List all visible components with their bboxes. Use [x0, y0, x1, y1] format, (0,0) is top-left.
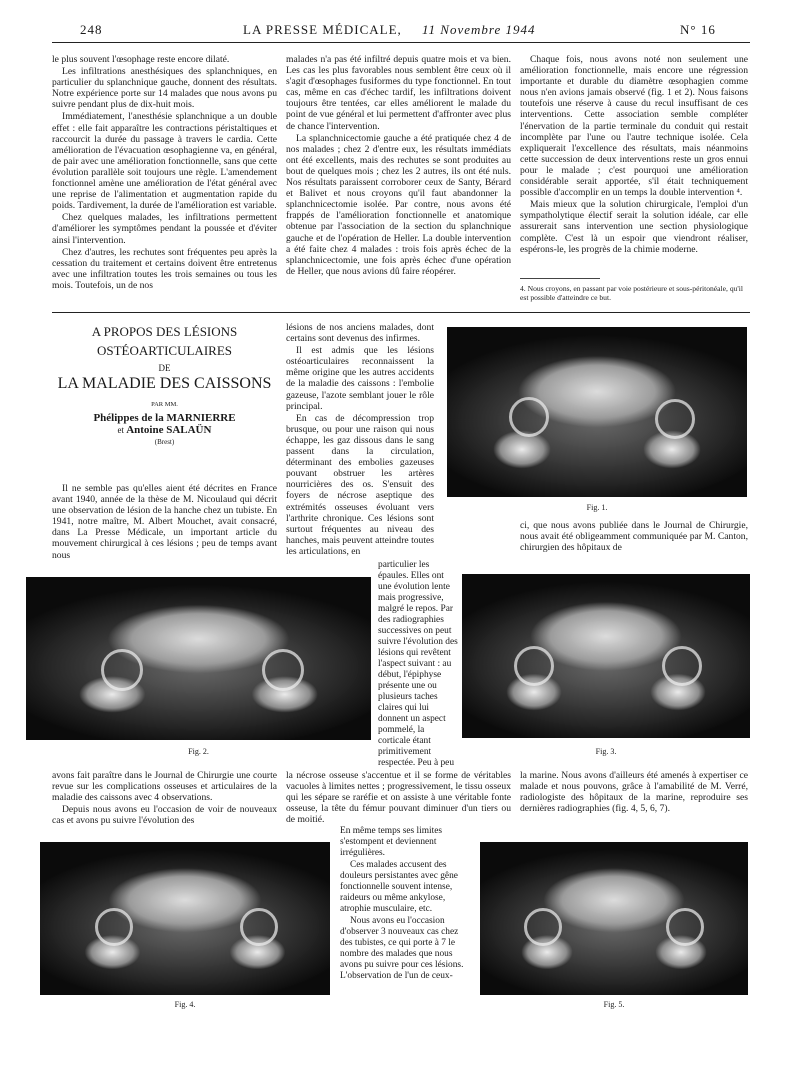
article-column-1a	[52, 483, 277, 562]
paragraph: Chez quelques malades, les infiltrations permettent d'améliorer les symptômes pendant la poussée et d'éviter ainsi l'intervention.	[52, 212, 277, 246]
paragraph: La splanchnicectomie gauche a été pratiquée chez 4 de nos malades ; chez 2 d'entre eux, les résultats immédiats ont été excellents, mais des rechutes se sont produites au bout de quelques mois ; chez les 2 autres, ils ont été nuls. Nos résultats paraissent corroborer ceux de Santy, Bérard et Balivet et nous croyons qu'il faut abandonner la splanchnicectomie isolée. Par contre, nous avons été frappés de l'amélioration fonctionnelle et anatomique obtenue par l'association de la section du splanchnique gauche et de l'opération de Heller. La double intervention a été faite chez 4 malades : trois fois après échec de la splanchnicectomie, une fois après échec d'une opération de Heller, que nous avions dû faire réopérer.	[286, 132, 511, 277]
paragraph: Immédiatement, l'anesthésie splanchnique a un double effet : elle fait apparaître les contractions péristaltiques et raccourcit la durée du passage à travers le cardia. Cette amélioration de l'évacuation œsophagienne va, en général, de pair avec une amélioration fonctionnelle, sans que cette évolution parallèle soit toujours une règle. L'amendement fonctionnel amène une amélioration de l'état général avec une reprise de l'alimentation et augmentation rapide du poids. Tardivement, la durée de l'amélioration est variable.	[52, 111, 277, 212]
author-1: Phélippes de la MARNIERRE	[93, 412, 236, 424]
paragraph: la nécrose osseuse s'accentue et il se forme de véritables vacuoles à limites nettes ; progressivement, le tissu osseux qui les sépare se raréfie et on assiste à une véritable fonte osseuse, la tête du fémur pouvant diminuer d'un tiers ou de moitié.	[286, 770, 511, 826]
title-line: LA MALADIE DES CAISSONS	[57, 375, 272, 392]
femoral-head-right	[666, 908, 704, 946]
femoral-head-left	[101, 649, 143, 691]
figure-1-radiograph	[447, 327, 747, 497]
author-city: (Brest)	[154, 438, 175, 446]
paragraph: lésions de nos anciens malades, dont certains sont devenus des infirmes.	[286, 322, 434, 345]
paragraph: Nous avons eu l'occasion d'observer 3 nouveaux cas chez des tubistes, ce qui porte à 7 le nombre des malades que nous avons pu suivre pour ces lésions. L'observation de l'un de ceux-	[340, 916, 464, 981]
femoral-head-left	[514, 646, 554, 686]
paragraph: Chez d'autres, les rechutes sont fréquentes peu après la cessation du traitement et certains doivent être entretenus avec une infiltration toutes les trois semaines ou tous les mois. Toutefois, un de nos	[52, 246, 277, 291]
article-column-3b	[520, 770, 748, 815]
title-line: DE	[158, 363, 171, 373]
paragraph: Mais mieux que la solution chirurgicale, l'emploi d'un sympatholytique électif serait la solution idéale, car elle assurerait sans intervention une section physiologique complète. C'est là un espoir que viendront réaliser, espérons-le, les progrès de la chimie moderne.	[520, 199, 748, 255]
footnote-rule	[520, 278, 600, 279]
paragraph: Depuis nous avons eu l'occasion de voir de nouveaux cas et avons pu suivre l'évolution des	[52, 804, 277, 827]
paragraph: malades n'a pas été infiltré depuis quatre mois et va bien. Les cas les plus favorables nous semblent être ceux où il s'agit d'œsophages fusiformes du type fonctionnel. En tout cas, même en cas d'échec tardif, les infiltrations doivent toujours être tentées, car elles améliorent le malade du point de vue général et lui permettent d'affronter avec plus de chance l'intervention.	[286, 54, 511, 132]
femoral-head-right	[655, 399, 695, 439]
article-column-2b	[286, 770, 511, 826]
figure-3-caption: Fig. 3.	[595, 747, 617, 756]
article-column-1b	[52, 770, 277, 827]
figure-5-caption: Fig. 5.	[603, 1000, 625, 1009]
header-rule	[52, 42, 750, 43]
page-number: 248	[80, 22, 103, 37]
femoral-head-right	[262, 649, 304, 691]
figure-2-radiograph	[26, 577, 371, 740]
paragraph: particulier les épaules. Elles ont une évolution lente mais progressive, malgré le repos. Par des radiographies successives on peut suivre l'évolution des lésions qui revêtent l'aspect suivant : au début, l'épiphyse présente une ou plusieurs taches claires qui lui donnent un aspect pommelé, la corticale étant primitivement respectée. Peu à peu	[378, 560, 458, 768]
paragraph: ci, que nous avons publiée dans le Journal de Chirurgie, nous avait été obligeamment communiquée par M. Canton, chirurgien des hôpitaux de	[520, 520, 748, 554]
figure-2-caption: Fig. 2.	[188, 747, 209, 756]
femoral-head-left	[95, 908, 133, 946]
title-line: A PROPOS DES LÉSIONS	[91, 324, 238, 339]
figure-3-radiograph	[462, 574, 750, 738]
title-line: OSTÉOARTICULAIRES	[97, 343, 232, 358]
paragraph: Il ne semble pas qu'elles aient été décrites en France avant 1940, année de la thèse de M. Nicoulaud qui décrit une observation de lésion de la hanche chez un tubiste. En 1941, notre maître, M. Albert Mouchet, avait consacré, dans La Presse Médicale, un important article du mouvement chirurgical à ces lésions ; peu de temps avant nous	[52, 483, 277, 561]
top-column-3	[520, 54, 748, 256]
figure-4-caption: Fig. 4.	[174, 1000, 196, 1009]
article-title	[52, 324, 277, 446]
top-column-1	[52, 54, 277, 292]
article-middle-column	[378, 560, 458, 770]
femoral-head-right	[662, 646, 702, 686]
top-column-2	[286, 54, 511, 278]
paragraph: Il est admis que les lésions ostéoarticulaires reconnaissent la même origine que les autres accidents de la maladie des caissons : l'embolie gazeuse, l'azote semblant jouer le rôle principal.	[286, 345, 434, 412]
author-2: Antoine SALAÜN	[126, 424, 212, 436]
femoral-head-right	[240, 908, 278, 946]
paragraph: En cas de décompression trop brusque, ou pour une raison qui nous échappe, les gaz dissous dans le sang passent dans la circulation, déterminant des embolies gazeuses pouvant obstruer les artères nourricières des os. S'ensuit des foyers de nécrose aseptique des extrémités osseuses évoluant vers l'arthrite chronique. Ces lésions sont surtout fréquentes au niveau des hanches, mais peuvent atteindre toutes les articulations, en	[286, 412, 434, 557]
paragraph: avons fait paraître dans le Journal de Chirurgie une courte revue sur les complications osseuses et articulaires de la maladie des caissons avec 4 observations.	[52, 770, 277, 804]
paragraph: Chaque fois, nous avons noté non seulement une amélioration fonctionnelle, mais encore une régression importante et durable du diamètre œsophagien comme nous n'en avions jamais observé (fig. 1 et 2). Nous faisons toutefois une réserve à cause du recul insuffisant de ces interventions. Cette association semble compléter l'énervation de la partie terminale du conduit qui restait incomplète par l'une ou l'autre technique isolée. Cela expliquerait l'excellence des résultats, mais néanmoins cette succession de deux interventions reste un gros ennui pour le malade ; c'est pourquoi une amélioration considérable serait apportée, s'il était techniquement possible d'accomplir en un temps la double intervention ⁴.	[520, 54, 748, 199]
author-conjunction: et	[117, 425, 125, 435]
author-par: PAR MM.	[151, 401, 178, 408]
figure-4-radiograph	[40, 842, 330, 995]
journal-name: LA PRESSE MÉDICALE,	[243, 22, 402, 37]
paragraph: la marine. Nous avons d'ailleurs été amenés à expertiser ce malade et nous pouvons, grâce à l'amabilité de M. Verré, radiologiste des hôpitaux de la marine, reproduire ses dernières radiographies (fig. 4, 5, 6, 7).	[520, 770, 748, 815]
article-column-2a	[286, 322, 434, 558]
article-middle-column-b	[340, 826, 465, 983]
femoral-head-left	[524, 908, 562, 946]
figure-5-radiograph	[480, 842, 748, 995]
paragraph: En même temps ses limites s'estompent et deviennent irrégulières.	[340, 826, 443, 858]
issue-date: 11 Novembre 1944	[422, 22, 536, 37]
article-column-3a	[520, 520, 748, 554]
figure-1-caption: Fig. 1.	[586, 503, 608, 512]
issue-number: N° 16	[680, 22, 716, 37]
femoral-head-left	[509, 397, 549, 437]
section-rule	[52, 312, 750, 313]
paragraph: Les infiltrations anesthésiques des splanchniques, en particulier du splanchnique gauche, donnent des résultats. Notre expérience porte sur 14 malades que nous avons pu suivre pendant plus de dix-huit mois.	[52, 66, 277, 111]
paragraph: le plus souvent l'œsophage reste encore dilaté.	[52, 54, 230, 65]
author-2-line	[52, 424, 277, 436]
paragraph: Ces malades accusent des douleurs persistantes avec gêne fonctionnelle souvent intense, raideurs ou même ankylose, atrophie musculaire, etc.	[340, 860, 458, 914]
footnote: 4. Nous croyons, en passant par voie postérieure et sous-péritonéale, qu'il est possible d'atteindre ce but.	[520, 284, 744, 302]
